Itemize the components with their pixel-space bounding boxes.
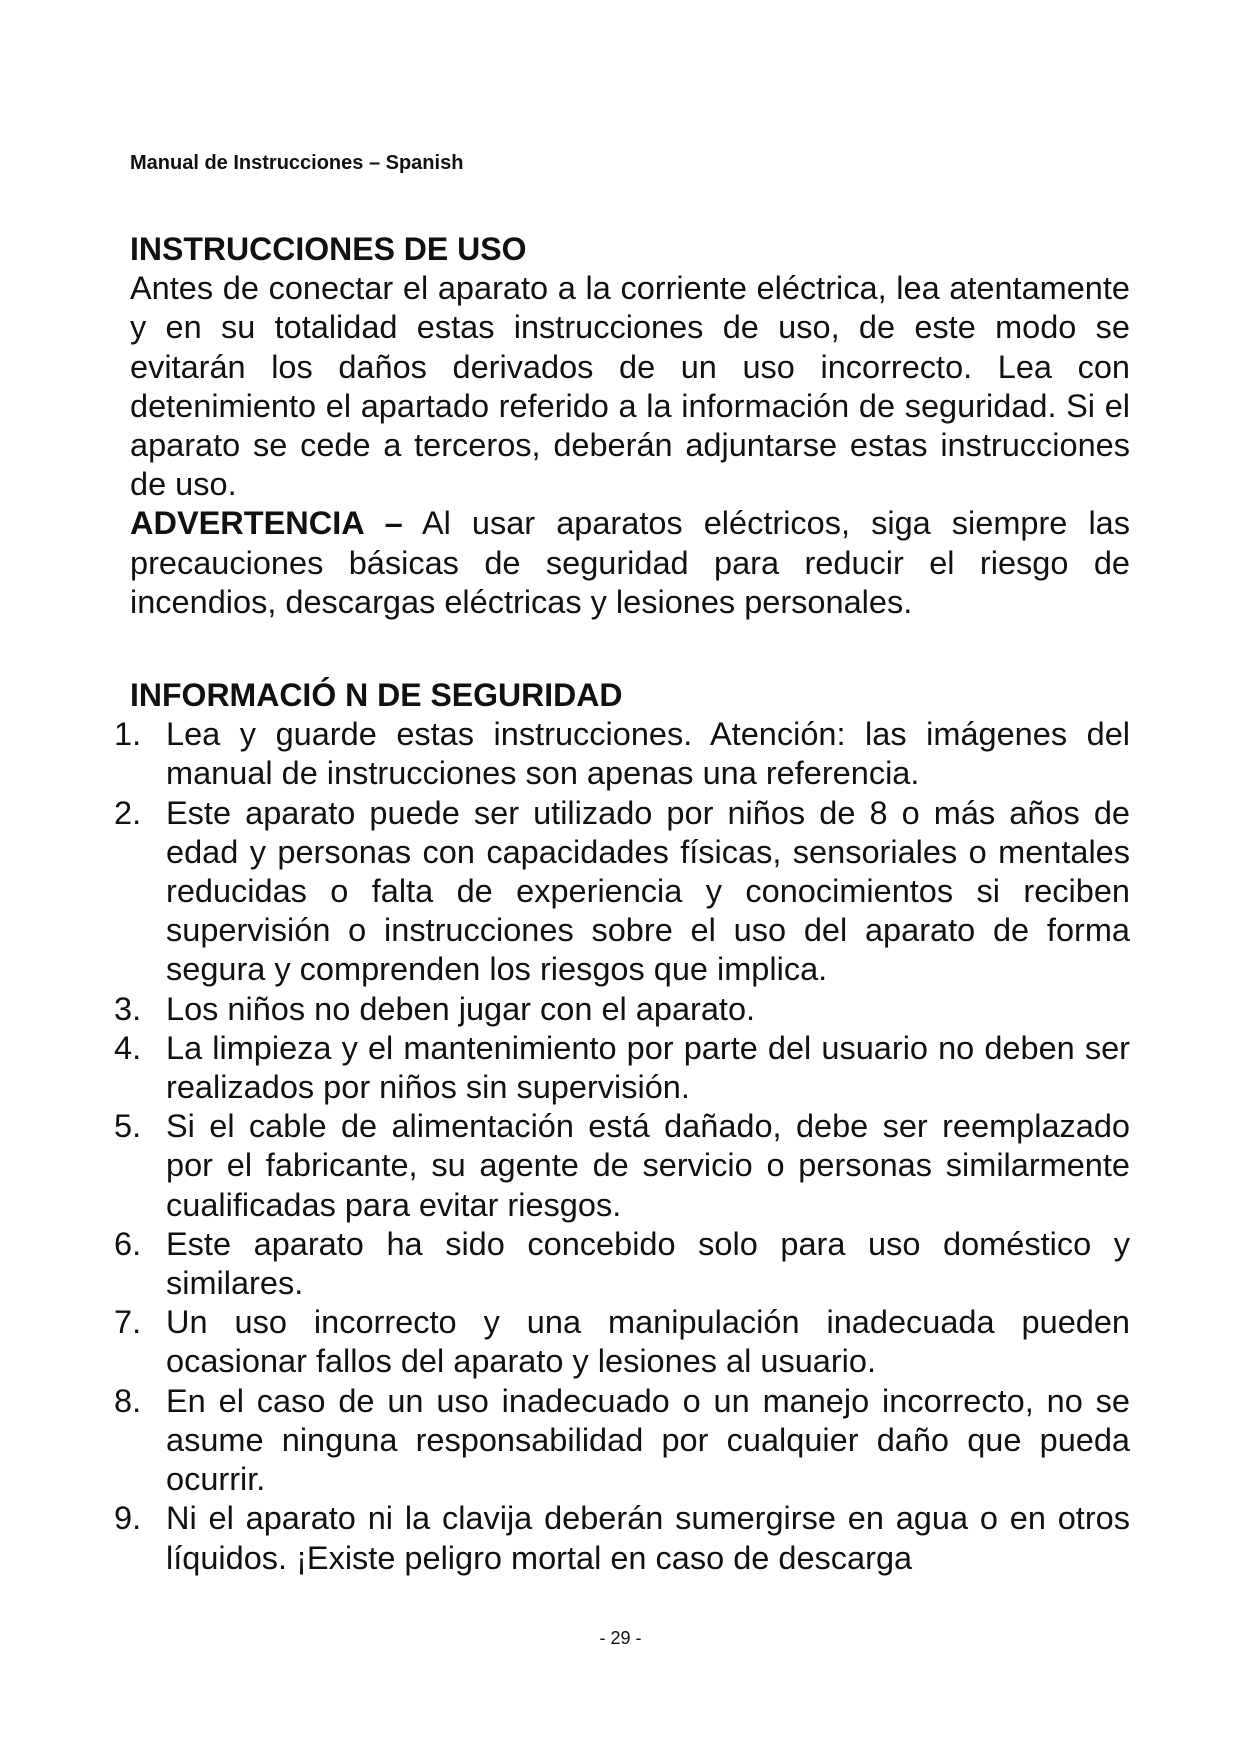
safety-list [114, 715, 1130, 1577]
safety-item-7 [114, 1303, 1130, 1381]
item-text: Si el cable de alimentación está dañado, debe ser reemplazado por el fabricante, su agente de servicio o personas similarmente cualificadas para evitar riesgos. [166, 1108, 1130, 1223]
item-text: La limpieza y el mantenimiento por parte del usuario no deben ser realizados por niños sin supervisión. [166, 1029, 1130, 1106]
safety-item-1 [114, 715, 1130, 793]
warning-paragraph [130, 504, 1130, 622]
running-header: Manual de Instrucciones – Spanish [130, 152, 464, 174]
item-number: 5. [114, 1108, 142, 1145]
warning-text: Al usar aparatos eléctricos, siga siempre las precauciones básicas de seguridad para reducir el riesgo de incendios, descargas eléctricas y lesiones personales. [130, 505, 1130, 620]
item-text: Este aparato puede ser utilizado por niños de 8 o más años de edad y personas con capacidades físicas, sensoriales o mentales reducidas o falta de experiencia y conocimientos si reciben supervisión o instrucciones sobre el uso del aparato de forma segura y comprenden los riesgos que implica. [166, 794, 1130, 988]
item-text: En el caso de un uso inadecuado o un manejo incorrecto, no se asume ninguna responsabilidad por cualquier daño que pueda ocurrir. [166, 1382, 1130, 1498]
page-content [114, 230, 1130, 1578]
warning-label: ADVERTENCIA – [130, 505, 403, 542]
safety-item-5 [114, 1107, 1130, 1225]
item-text: Los niños no deben jugar con el aparato. [166, 990, 756, 1027]
safety-item-3 [114, 990, 1130, 1029]
item-text: Este aparato ha sido concebido solo para uso doméstico y similares. [166, 1225, 1130, 1302]
safety-item-4 [114, 1029, 1130, 1107]
safety-item-9 [114, 1499, 1130, 1577]
item-number: 6. [114, 1225, 142, 1262]
instructions-intro: Antes de conectar el aparato a la corriente eléctrica, lea atentamente y en su totalidad estas instrucciones de uso, de este modo se evitarán los daños derivados de un uso incorrecto. Lea con detenimiento el apartado referido a la información de seguridad. Si el aparato se cede a terceros, deberán adjuntarse estas instrucciones de uso. [130, 270, 1130, 503]
page-number: - 29 - [599, 1628, 642, 1648]
item-number: 8. [114, 1382, 142, 1419]
item-text: Lea y guarde estas instrucciones. Atención: las imágenes del manual de instrucciones son apenas una referencia. [166, 716, 1130, 792]
safety-item-6 [114, 1225, 1130, 1303]
safety-heading: INFORMACIÓ N DE SEGURIDAD [130, 677, 623, 714]
safety-item-8 [114, 1382, 1130, 1500]
safety-item-2 [114, 794, 1130, 990]
item-number: 7. [114, 1304, 142, 1341]
item-text: Un uso incorrecto y una manipulación inadecuada pueden ocasionar fallos del aparato y lesiones al usuario. [166, 1304, 1130, 1380]
item-number: 4. [114, 1029, 142, 1066]
item-number: 3. [114, 990, 142, 1027]
item-number: 1. [114, 716, 142, 753]
item-text: Ni el aparato ni la clavija deberán sumergirse en agua o en otros líquidos. ¡Existe peligro mortal en caso de descarga [166, 1500, 1130, 1576]
item-number: 2. [114, 794, 142, 831]
instructions-heading: INSTRUCCIONES DE USO [130, 231, 527, 267]
item-number: 9. [114, 1500, 142, 1537]
